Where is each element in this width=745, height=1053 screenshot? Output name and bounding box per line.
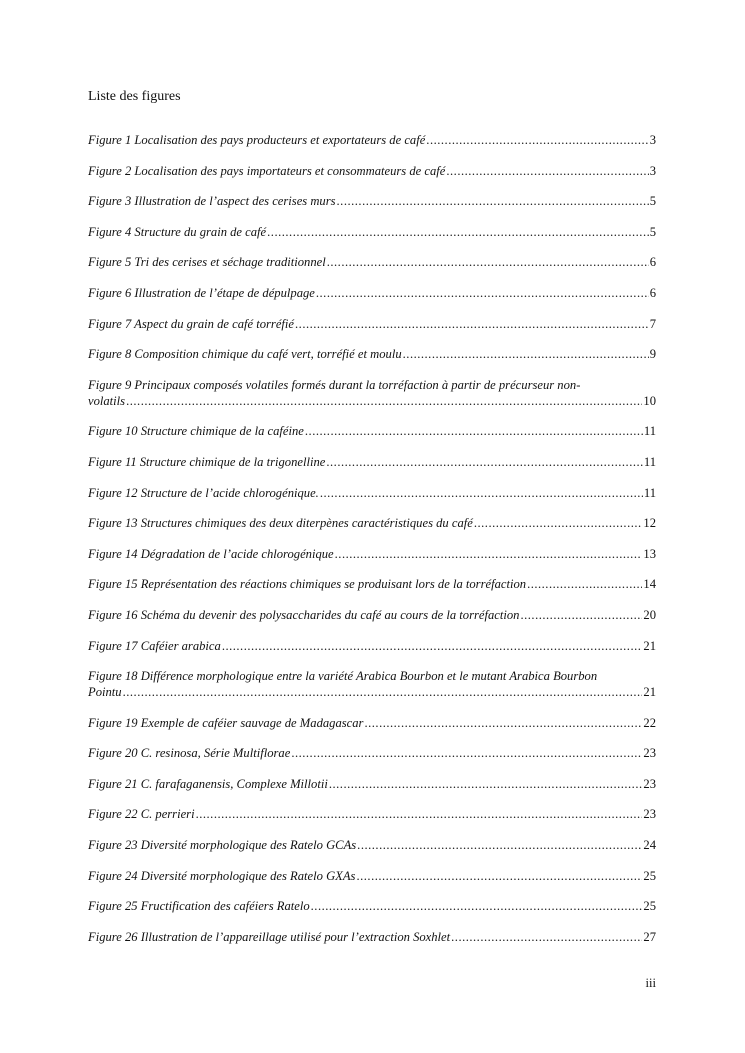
toc-entry[interactable] [88,668,656,700]
entry-page-number: 25 [643,868,656,883]
dot-leader [446,163,648,179]
entry-page-number: 22 [643,715,656,730]
figure-list [88,132,656,959]
entry-label: Figure 3 Illustration de l’aspect des cerises murs [88,194,336,209]
entry-label: Figure 1 Localisation des pays producteurs et exportateurs de café [88,133,426,147]
entry-label: Figure 5 Tri des cerises et séchage traditionnel [88,255,326,270]
toc-entry[interactable] [88,715,656,731]
entry-label-first-line: Figure 18 Différence morphologique entre la variété Arabica Bourbon et le mutant Arabica Bourbon [88,669,598,684]
toc-entry[interactable] [88,193,656,209]
entry-label: Figure 7 Aspect du grain de café torréfié [88,316,295,331]
dot-leader [196,806,643,822]
entry-page-number: 12 [643,516,656,531]
toc-entry[interactable] [88,377,656,409]
dot-leader [311,898,643,914]
entry-second-line [88,393,656,409]
entry-page-number: 14 [643,577,656,592]
toc-entry[interactable] [88,132,656,148]
dot-leader [335,546,643,562]
dot-leader [291,745,642,761]
dot-leader [327,254,649,270]
entry-label: Figure 8 Composition chimique du café vert, torréfié et moulu [88,347,402,362]
entry-page-number: 11 [643,454,656,469]
dot-leader [123,684,643,700]
dot-leader [364,715,642,731]
entry-label: Figure 24 Diversité morphologique des Ratelo GXAs [88,868,356,883]
dot-leader [337,193,649,209]
entry-page-number: 10 [643,393,656,408]
dot-leader [426,132,648,148]
entry-page-number: 7 [649,316,656,331]
toc-entry[interactable] [88,745,656,761]
entry-label: Figure 12 Structure de l’acide chlorogénique. [88,485,319,500]
toc-entry[interactable] [88,485,656,501]
toc-entry[interactable] [88,929,656,945]
entry-page-number: 11 [643,485,656,500]
entry-label: Figure 10 Structure chimique de la caféine [88,424,304,439]
dot-leader [320,485,643,501]
entry-label: Figure 21 C. farafaganensis, Complexe Millotii [88,776,328,791]
dot-leader [305,423,643,439]
entry-label: Figure 20 C. resinosa, Série Multiflorae [88,746,291,761]
dot-leader [222,638,643,654]
entry-label: volatils [88,393,126,408]
entry-page-number: 20 [643,607,656,622]
entry-page-number: 23 [643,776,656,791]
entry-page-number: 5 [649,224,656,239]
entry-page-number: 6 [649,285,656,300]
entry-page-number: 23 [643,807,656,822]
entry-page-number: 23 [643,746,656,761]
dot-leader [451,929,642,945]
entry-second-line [88,684,656,700]
entry-page-number: 25 [643,899,656,914]
toc-entry[interactable] [88,837,656,853]
toc-entry[interactable] [88,423,656,439]
entry-label: Figure 23 Diversité morphologique des Ratelo GCAs [88,838,357,853]
toc-entry[interactable] [88,224,656,240]
toc-entry[interactable] [88,346,656,362]
entry-label: Figure 11 Structure chimique de la trigonelline [88,454,326,469]
entry-page-number: 6 [649,255,656,270]
entry-page-number: 9 [649,347,656,362]
entry-label: Figure 13 Structures chimiques des deux diterpènes caractéristiques du café [88,516,473,531]
dot-leader [126,393,642,409]
entry-page-number: 27 [643,929,656,944]
toc-entry[interactable] [88,868,656,884]
toc-entry[interactable] [88,254,656,270]
dot-leader [520,607,642,623]
dot-leader [295,316,649,332]
entry-page-number: 11 [643,424,656,439]
entry-label: Figure 19 Exemple de caféier sauvage de Madagascar [88,715,364,730]
toc-entry[interactable] [88,515,656,531]
dot-leader [357,837,642,853]
entry-label: Figure 2 Localisation des pays importateurs et consommateurs de café [88,163,446,178]
entry-label-first-line: Figure 9 Principaux composés volatiles formés durant la torréfaction à partir de précurseur non- [88,377,581,392]
dot-leader [316,285,649,301]
entry-label: Pointu [88,685,122,700]
dot-leader [403,346,649,362]
entry-label: Figure 14 Dégradation de l’acide chlorogénique [88,546,334,561]
page-number: iii [645,976,656,990]
toc-entry[interactable] [88,806,656,822]
entry-label: Figure 16 Schéma du devenir des polysaccharides du café au cours de la torréfaction [88,607,520,622]
toc-entry[interactable] [88,285,656,301]
dot-leader [474,515,643,531]
entry-page-number: 3 [649,163,656,178]
dot-leader [326,454,642,470]
entry-page-number: 3 [649,133,656,147]
toc-entry[interactable] [88,898,656,914]
entry-page-number: 24 [643,838,656,853]
entry-label: Figure 6 Illustration de l’étape de dépulpage [88,285,315,300]
toc-entry[interactable] [88,638,656,654]
toc-entry[interactable] [88,163,656,179]
entry-label: Figure 26 Illustration de l’appareillage utilisé pour l’extraction Soxhlet [88,929,451,944]
toc-entry[interactable] [88,454,656,470]
toc-entry[interactable] [88,607,656,623]
entry-label: Figure 25 Fructification des caféiers Ratelo [88,899,310,914]
entry-label: Figure 17 Caféier arabica [88,638,221,653]
toc-entry[interactable] [88,576,656,592]
toc-entry[interactable] [88,316,656,332]
entry-label: Figure 15 Représentation des réactions chimiques se produisant lors de la torréfaction [88,577,527,592]
dot-leader [267,224,649,240]
dot-leader [329,776,643,792]
entry-page-number: 5 [649,194,656,209]
toc-entry[interactable] [88,546,656,562]
page-title: Liste des figures [88,89,181,104]
entry-page-number: 21 [643,685,656,700]
entry-label: Figure 4 Structure du grain de café [88,224,267,239]
entry-label: Figure 22 C. perrieri [88,807,195,822]
dot-leader [356,868,642,884]
toc-entry[interactable] [88,776,656,792]
dot-leader [527,576,642,592]
entry-page-number: 21 [643,638,656,653]
entry-page-number: 13 [643,546,656,561]
